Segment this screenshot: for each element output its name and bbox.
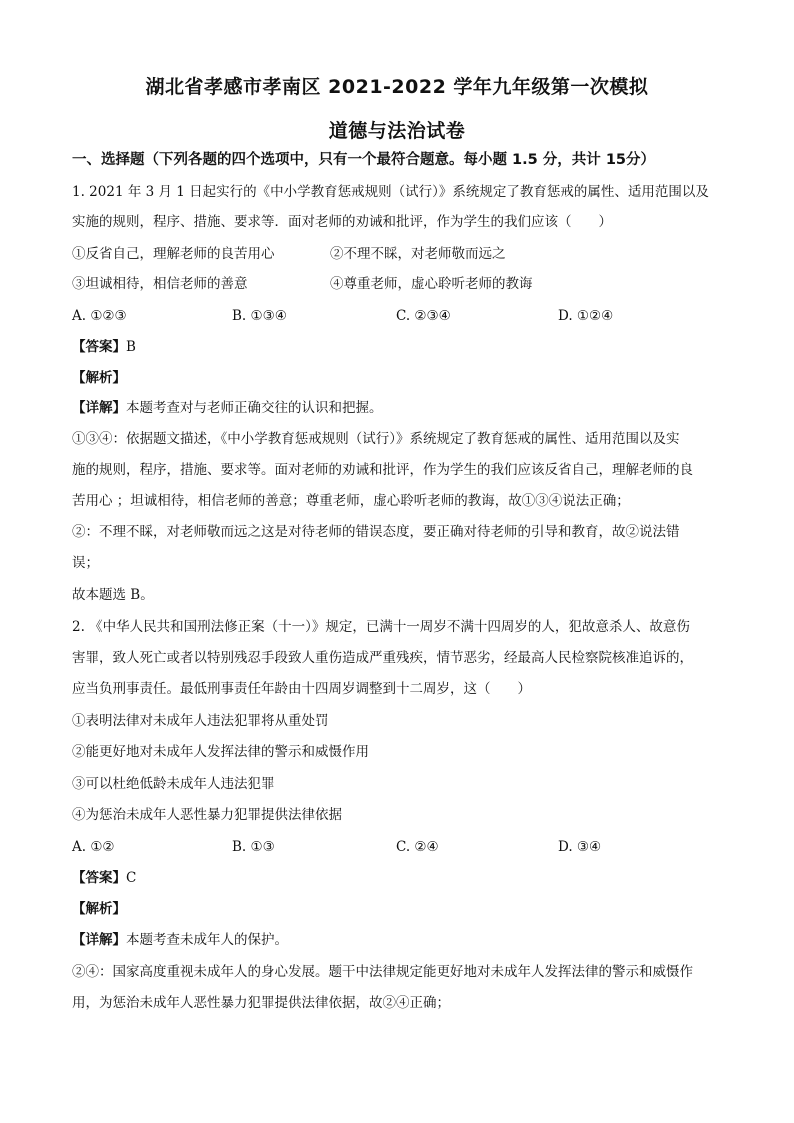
q2-statement-4: ④为惩治未成年人恶性暴力犯罪提供法律依据 bbox=[72, 807, 342, 823]
section-heading: 一、选择题（下列各题的四个选项中，只有一个最符合题意。每小题 1.5 分，共计 15分） bbox=[72, 152, 656, 168]
q2-stem-line-2: 害罪，致人死亡或者以特别残忍手段致人重伤造成严重残疾，情节恶劣，经最高人民检察院核准追诉的， bbox=[72, 650, 693, 666]
q1-conclusion: 故本题选 B。 bbox=[72, 587, 154, 603]
q1-statement-2: ②不理不睬，对老师敬而远之 bbox=[330, 246, 506, 262]
q2-detail-text: 本题考查未成年人的保护。 bbox=[126, 932, 288, 948]
q2-statement-3: ③可以杜绝低龄未成年人违法犯罪 bbox=[72, 776, 275, 792]
q2-option-b: B. ①③ bbox=[232, 839, 275, 855]
exam-subtitle: 道德与法治试卷 bbox=[328, 120, 466, 142]
q1-answer-tag: 【答案】 bbox=[72, 339, 126, 355]
q1-detail-text: 本题考查对与老师正确交往的认识和把握。 bbox=[126, 400, 383, 416]
q1-stem-line-2: 实施的规则，程序、措施、要求等．面对老师的劝诫和批评，作为学生的我们应该（ ） bbox=[72, 214, 612, 230]
q1-explanation-1-line-2: 施的规则，程序，措施、要求等。面对老师的劝诫和批评，作为学生的我们应该反省自己，理解老师的良 bbox=[72, 462, 693, 478]
q1-option-a: A. ①②③ bbox=[72, 308, 127, 324]
q2-option-d: D. ③④ bbox=[558, 839, 602, 855]
q1-detail-tag: 【详解】 bbox=[72, 400, 126, 416]
q2-detail-tag: 【详解】 bbox=[72, 932, 126, 948]
exam-title: 湖北省孝感市孝南区 2021-2022 学年九年级第一次模拟 bbox=[145, 76, 649, 98]
q2-option-a: A. ①② bbox=[72, 839, 115, 855]
q1-analysis-tag: 【解析】 bbox=[72, 370, 126, 386]
q1-statement-1: ①反省自己，理解老师的良苦用心 bbox=[72, 246, 275, 262]
q2-detail-row bbox=[72, 930, 722, 950]
q1-option-c: C. ②③④ bbox=[396, 308, 451, 324]
q2-analysis-tag: 【解析】 bbox=[72, 901, 126, 917]
q2-explanation-line-2: 用，为惩治未成年人恶性暴力犯罪提供法律依据，故②④正确； bbox=[72, 995, 450, 1011]
q1-option-d: D. ①②④ bbox=[558, 308, 614, 324]
q2-stem-line-3: 应当负刑事责任。最低刑事责任年龄由十四周岁调整到十二周岁，这（ ） bbox=[72, 681, 531, 697]
q1-detail-row bbox=[72, 398, 722, 418]
q1-option-b: B. ①③④ bbox=[232, 308, 287, 324]
q2-answer-value: C bbox=[126, 870, 137, 886]
q2-explanation-line-1: ②④：国家高度重视未成年人的身心发展。题干中法律规定能更好地对未成年人发挥法律的警示和威慑作 bbox=[72, 964, 693, 980]
q2-option-c: C. ②④ bbox=[396, 839, 439, 855]
q1-statement-3: ③坦诚相待，相信老师的善意 bbox=[72, 276, 248, 292]
q2-answer-row bbox=[72, 868, 722, 888]
q1-answer-value: B bbox=[126, 339, 136, 355]
q2-statement-2: ②能更好地对未成年人发挥法律的警示和威慑作用 bbox=[72, 744, 369, 760]
q1-explanation-1-line-1: ①③④：依据题文描述，《中小学教育惩戒规则（试行）》系统规定了教育惩戒的属性、适用范围以及实 bbox=[72, 431, 680, 447]
q1-explanation-1-line-3: 苦用心 ；坦诚相待，相信老师的善意；尊重老师，虚心聆听老师的教诲，故①③④说法正确； bbox=[72, 493, 630, 509]
q2-stem-line-1: 2. 《中华人民共和国刑法修正案（十一）》规定，已满十一周岁不满十四周岁的人，犯故意杀人、故意伤 bbox=[72, 619, 690, 635]
q1-stem-line-1: 1. 2021 年 3 月 1 日起实行的《中小学教育惩戒规则（试行）》系统规定了教育惩戒的属性、适用范围以及 bbox=[72, 184, 709, 200]
q1-explanation-2-line-1: ②：不理不睬，对老师敬而远之这是对待老师的错误态度，要正确对待老师的引导和教育，故②说法错 bbox=[72, 524, 680, 540]
q1-answer-row bbox=[72, 337, 722, 357]
q2-answer-tag: 【答案】 bbox=[72, 870, 126, 886]
q2-statement-1: ①表明法律对未成年人违法犯罪将从重处罚 bbox=[72, 713, 329, 729]
q1-statement-4: ④尊重老师，虚心聆听老师的教诲 bbox=[330, 276, 533, 292]
q1-explanation-2-line-2: 误； bbox=[72, 555, 99, 571]
